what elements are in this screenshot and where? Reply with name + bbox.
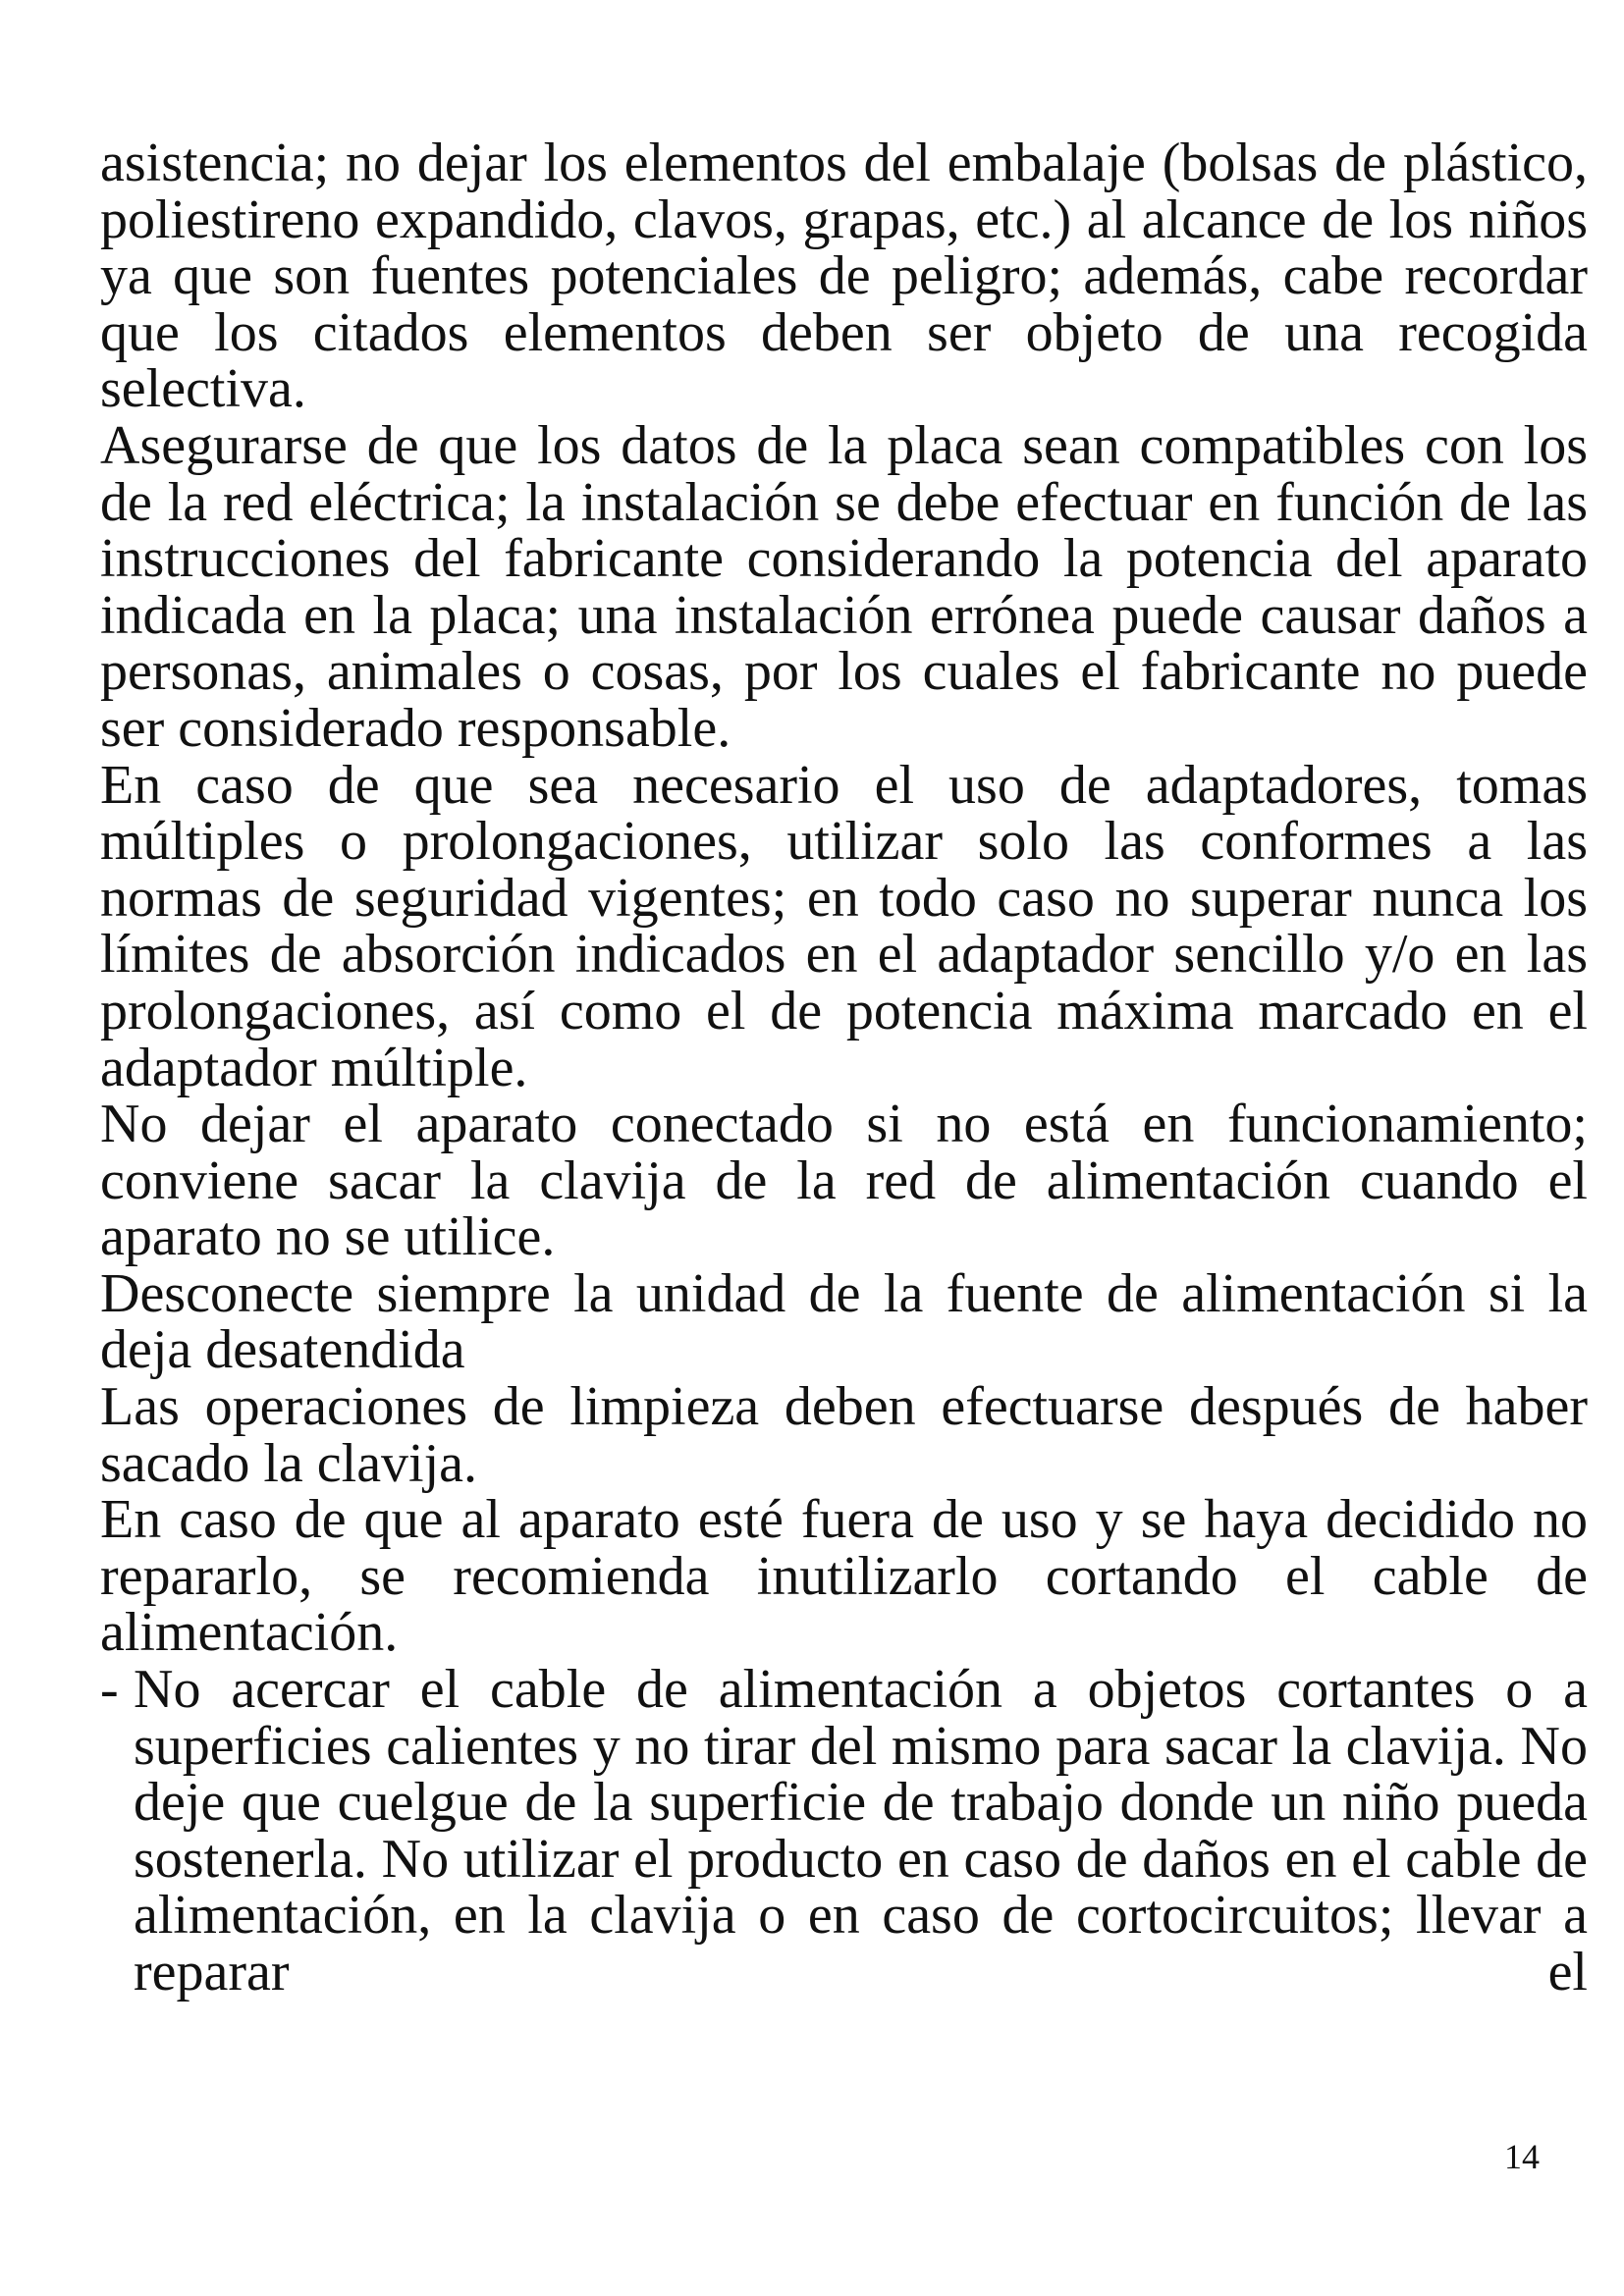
bullet-cable-warning bbox=[100, 1659, 1588, 2002]
paragraph-disconnect-unused: No dejar el aparato conectado si no está en funcionamiento; conviene sacar la clavija de la red de alimentación cuando el aparato no se utilice. bbox=[100, 1094, 1588, 1268]
page-number: 14 bbox=[1504, 2137, 1540, 2176]
paragraph-adapters: En caso de que sea necesario el uso de adaptadores, tomas múltiples o prolongaciones, utilizar solo las conformes a las normas de seguridad vigentes; en todo caso no superar nunca los límites de absorción indicados en el adaptador sencillo y/o en las prolongaciones, así como el de potencia máxima marcado en el adaptador múltiple. bbox=[100, 754, 1588, 1098]
paragraph-cleaning: Las operaciones de limpieza deben efectuarse después de haber sacado la clavija. bbox=[100, 1376, 1588, 1494]
paragraph-unattended: Desconecte siempre la unidad de la fuente de alimentación si la deja desatendida bbox=[100, 1262, 1588, 1381]
paragraph-installation: Asegurarse de que los datos de la placa sean compatibles con los de la red eléctrica; la instalación se debe efectuar en función de las instrucciones del fabricante considerando la potencia del aparato indicada en la placa; una instalación errónea puede causar daños a personas, animales o cosas, por los cuales el fabricante no puede ser considerado responsable. bbox=[100, 414, 1588, 759]
bullet-dash: - bbox=[100, 1659, 119, 1721]
body-text bbox=[100, 135, 1588, 2002]
paragraph-packaging-warning: asistencia; no dejar los elementos del embalaje (bolsas de plástico, poliestireno expandido, clavos, grapas, etc.) al alcance de los niños ya que son fuentes potenciales de peligro; además, cabe recordar que los citados elementos deben ser objeto de una recogida selectiva. bbox=[100, 133, 1588, 420]
bullet-cable-text: No acercar el cable de alimentación a objetos cortantes o a superficies calientes y no tirar del mismo para sacar la clavija. No deje que cuelgue de la superficie de trabajo donde un niño pueda sostenerla. No utilizar el producto en caso de daños en el cable de alimentación, en la clavija o en caso de cortocircuitos; llevar a reparar el bbox=[134, 1659, 1588, 2002]
paragraph-disposal: En caso de que al aparato esté fuera de uso y se haya decidido no repararlo, se recomienda inutilizarlo cortando el cable de alimentación. bbox=[100, 1489, 1588, 1664]
